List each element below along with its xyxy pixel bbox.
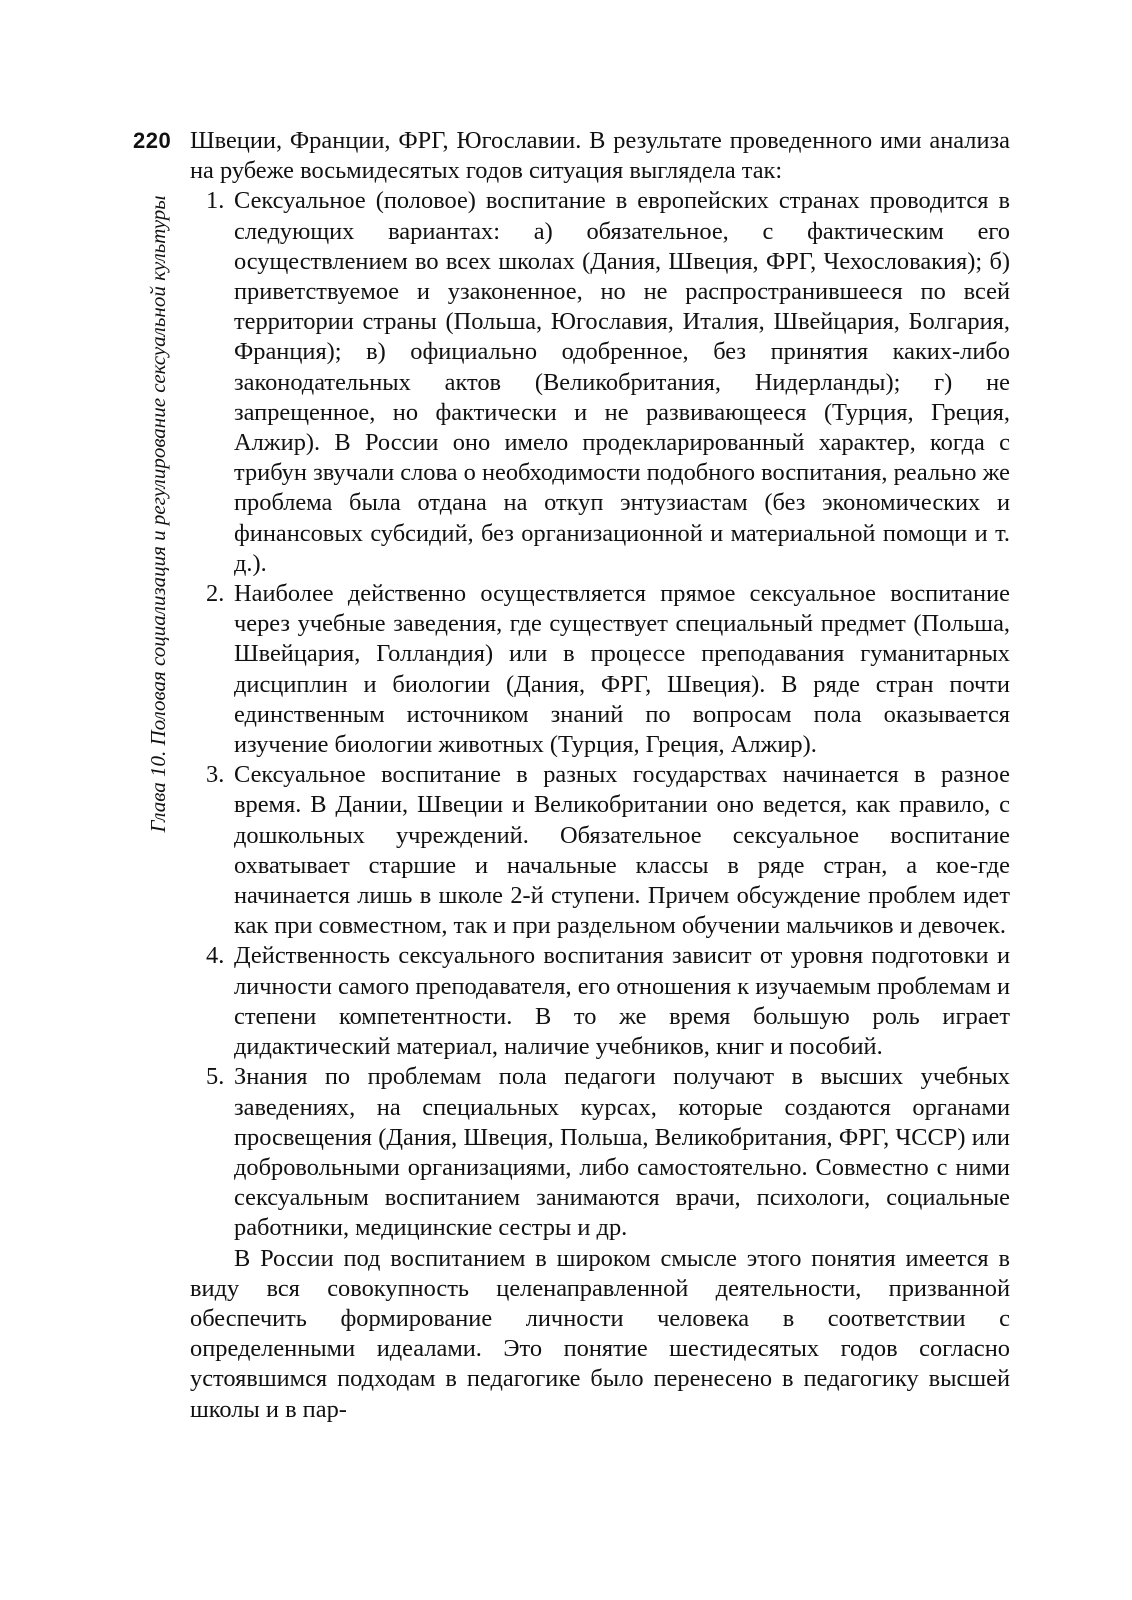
list-item <box>190 760 1010 941</box>
running-head: Глава 10. Половая социализация и регулирование сексуальной культуры <box>146 195 170 833</box>
list-item <box>190 579 1010 760</box>
list-item <box>190 941 1010 1062</box>
list-item-number: 1. <box>206 187 225 215</box>
list-item-number: 5. <box>206 1063 225 1091</box>
list-item-text: Знания по проблемам пола педагоги получают в высших учебных заведениях, на специальных курсах, которые создаются органами просвещения (Дания, Швеция, Польша, Великобритания, ФРГ, ЧССР) или добровольными организациями, либо самостоятельно. Совместно с ними сексуальным воспитанием занимаются врачи, психологи, социальные работники, медицинские сестры и др. <box>234 1063 1010 1242</box>
closing-paragraph: В России под воспитанием в широком смысле этого понятия имеется в виду вся совокупность целенаправленной деятельности, призванной обеспечить формирование личности человека в соответствии с определенными идеалами. Это понятие шестидесятых годов согласно устоявшимся подходам в педагогике было перенесено в педагогику высшей школы и в пар- <box>190 1244 1010 1423</box>
list-item-number: 2. <box>206 580 225 608</box>
list-item <box>190 186 1010 579</box>
list-item-number: 4. <box>206 942 225 970</box>
intro-paragraph: Швеции, Франции, ФРГ, Югославии. В результате проведенного ими анализа на рубеже восьмидесятых годов ситуация выглядела так: <box>190 127 1010 185</box>
list-item-text: Сексуальное (половое) воспитание в европейских странах проводится в следующих вариантах: а) обязательное, с фактическим его осуществлением во всех школах (Дания, Швеция, ФРГ, Чехословакия); б) приветствуемое и узаконенное, но не распространившееся по всей территории страны (Польша, Югославия, Италия, Швейцария, Болгария, Франция); в) официально одобренное, без принятия каких-либо законодательных актов (Великобритания, Нидерланды); г) не запрещенное, но фактически и не развивающееся (Турция, Греция, Алжир). В России оно имело продекларированный характер, когда с трибун звучали слова о необходимости подобного воспитания, реально же проблема была отдана на откуп энтузиастам (без экономических и финансовых субсидий, без организационной и материальной помощи и т. д.). <box>234 187 1010 577</box>
page-content <box>190 126 1010 1425</box>
list-item-text: Сексуальное воспитание в разных государствах начинается в разное время. В Дании, Швеции и Великобритании оно ведется, как правило, с дошкольных учреждений. Обязательное сексуальное воспитание охватывает старшие и начальные классы в ряде стран, а кое-где начинается лишь в школе 2-й ступени. Причем обсуждение проблем идет как при совместном, так и при раздельном обучении мальчиков и девочек. <box>234 761 1010 940</box>
list-item <box>190 1062 1010 1243</box>
list-item-number: 3. <box>206 761 225 789</box>
list-item-text: Наиболее действенно осуществляется прямое сексуальное воспитание через учебные заведения, где существует специальный предмет (Польша, Швейцария, Голландия) или в процессе преподавания гуманитарных дисциплин и биологии (Дания, ФРГ, Швеция). В ряде стран почти единственным источником знаний по вопросам пола оказывается изучение биологии животных (Турция, Греция, Алжир). <box>234 580 1010 759</box>
page-number: 220 <box>133 128 172 153</box>
numbered-list <box>190 186 1010 1243</box>
list-item-text: Действенность сексуального воспитания зависит от уровня подготовки и личности самого преподавателя, его отношения к изучаемым проблемам и степени компетентности. В то же время большую роль играет дидактический материал, наличие учебников, книг и пособий. <box>234 942 1010 1061</box>
